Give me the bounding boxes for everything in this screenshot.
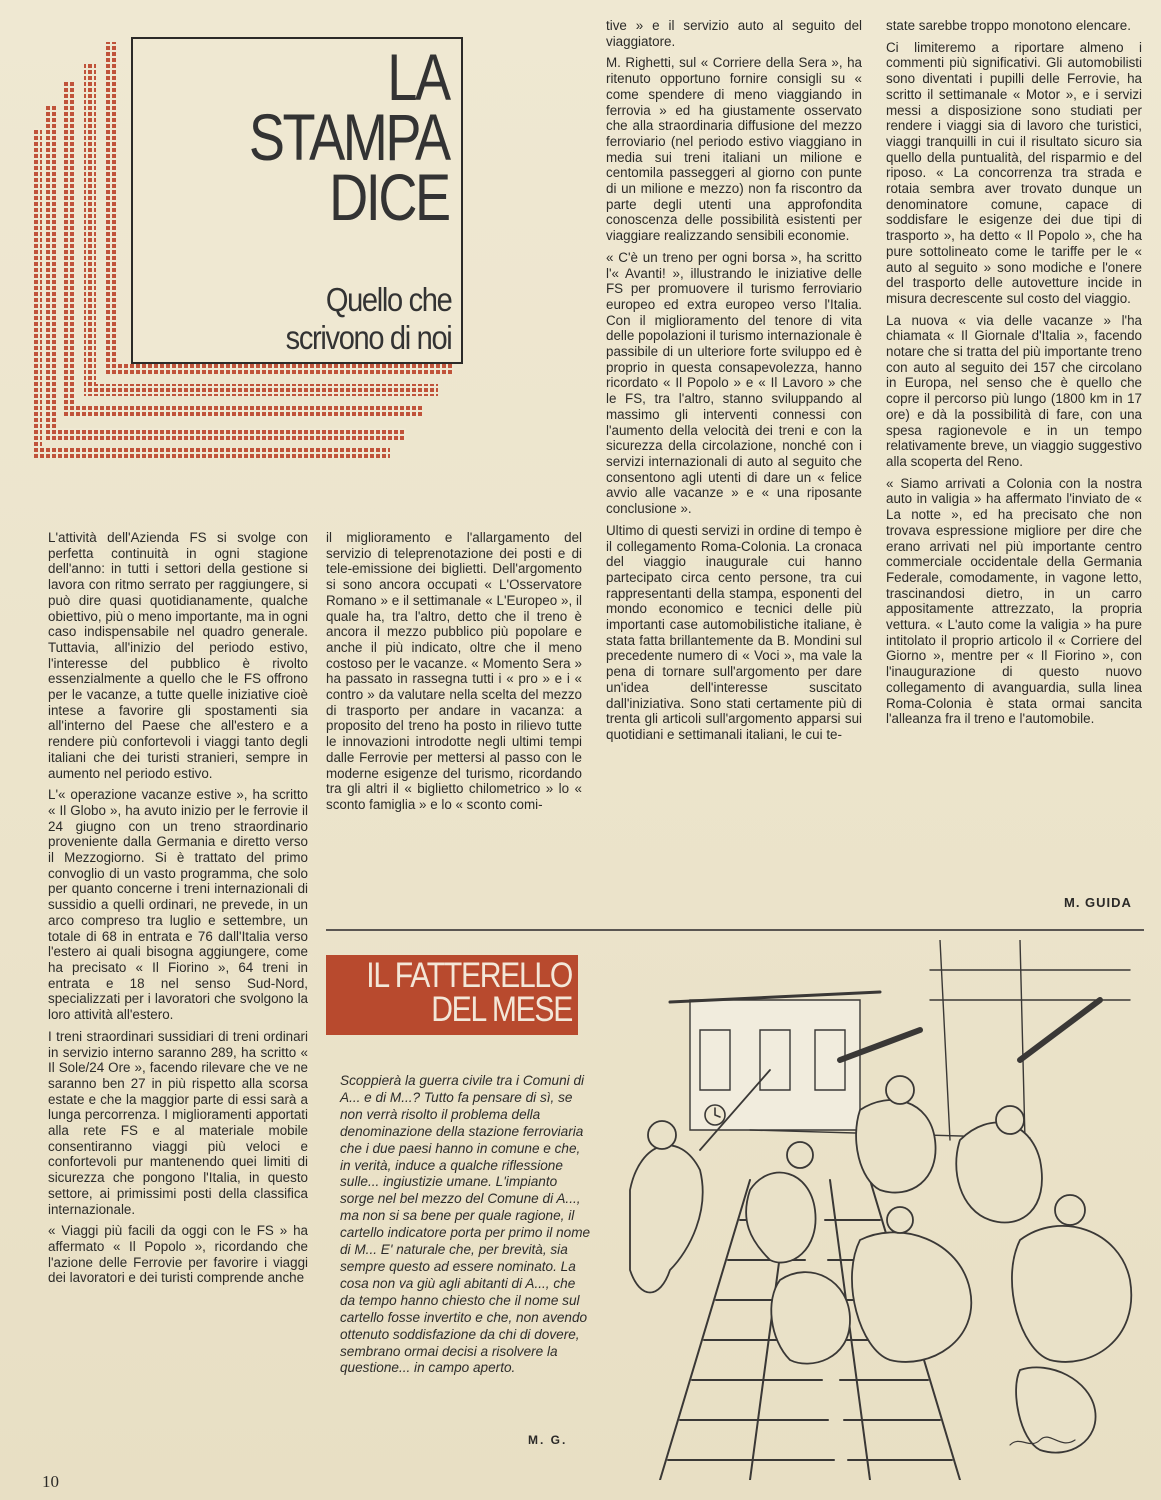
fatterello-text: Scoppierà la guerra civile tra i Comuni di A... e di M...? Tutto fa pensare di sì, se non verrà risolto il problema della denominazione della stazione ferroviaria che i due paesi hanno in comune e che, in verità, induce a qualche riflessione sulle... ingiustizie umane. L'impianto sorge nel bel mezzo del Comune di A..., ma non si sa bene per quale ragione, il cartello indicatore porta per primo il nome di M... E' naturale che, per brevità, sia sempre questo ad essere nominato. La cosa non va giù agli abitanti di A..., che da tempo hanno chiesto che il nome sul cartello fosse invertito e che, non avendo ottenuto soddisfazione da chi di dovere, sembrano ormai decisi a risolvere la questione... in campo aperto. — [340, 1073, 591, 1376]
section-subtitle — [285, 281, 451, 357]
fatterello-title-line-2: DEL MESE — [431, 990, 572, 1029]
author-signature: M. GUIDA — [1064, 895, 1132, 910]
paragraph: La nuova « via delle vacanze » l'ha chiamata « Il Giornale d'Italia », facendo notare che si tratta del più importante treno con auto al seguito dei 157 che circolano in Europa, nel senso che è quello che copre il percorso più lungo (1800 km in 17 ore) e dà la possibilità di fare, con una spesa ragionevole e in un tempo relativamente breve, un viaggio suggestivo alla scoperta del Reno. — [886, 312, 1142, 469]
cartoon-illustration — [600, 940, 1144, 1480]
paragraph: Ci limiteremo a riportare almeno i commenti più significativi. Gli automobilisti sono diventati i pupilli delle Ferrovie, ha scritto il settimanale « Motor », e i servizi messi a disposizione sono studiati per rendere i viaggi sia di lavoro che turistici, viaggi tranquilli in cui il risultato sicuro sia quello della puntualità, del risparmio e del riposo. « La concorrenza tra strada e rotaia sembra aver trovato dunque un denominatore comune, capace di soddisfare le esigenze dei due tipi di trasporto », ha detto « Il Popolo », che ha pure sottolineato come le tariffe per le « auto al seguito » sono modiche e l'onere del trasporto delle autovetture incide in misura decrescente sul costo del viaggio. — [886, 39, 1142, 306]
title-line-2: STAMPA — [249, 100, 449, 174]
paragraph: tive » e il servizio auto al seguito del viaggiatore. — [606, 18, 862, 49]
title-line-3: DICE — [329, 160, 449, 234]
paragraph: « C'è un treno per ogni borsa », ha scritto l'« Avanti! », illustrando le iniziative delle FS per promuovere il turismo ferroviario europeo ed extra europeo verso l'Italia. Con il miglioramento del tenore di vita delle popolazioni il turismo internazionale è passibile di un ulteriore forte sviluppo ed è proprio in questa consapevolezza, hanno ricordato « Il Popolo » e « Il Lavoro » che le FS, tra l'altro, stanno sviluppando al massimo gli interventi connessi con l'aumento della velocità dei treni e con la sicurezza della circolazione, nonché con i servizi internazionali di auto al seguito che consentono agli utenti di dare un « felice avvio alle vacanze » e « una riposante conclusione ». — [606, 249, 862, 517]
article-column-2 — [326, 530, 582, 819]
paragraph: il miglioramento e l'allargamento del servizio di teleprenotazione dei posti e di tele-emissione dei biglietti. Dell'argomento si sono ancora occupati « L'Osservatore Romano » e il settimanale « L'Europeo », il quale ha, tra l'altro, detto che il treno è ancora il mezzo pubblico più popolare e anche il più indicato, oltre che il meno costoso per le vacanze. « Momento Sera » ha passato in rassegna tutti i « pro » e i « contro » da valutare nella scelta del mezzo di trasporto per andare in vacanza: a proposito del treno ha posto in rilievo tutte le innovazioni introdotte negli ultimi tempi dalle Ferrovie per mettersi al passo con le moderne esigenze del turismo, ricordando tra gli altri il « biglietto chilometrico » lo « sconto famiglia » e lo « sconto comi- — [326, 530, 582, 812]
article-column-1 — [48, 530, 308, 1292]
article-column-3 — [606, 18, 862, 749]
title-box — [131, 37, 463, 364]
fatterello-title-line-1: IL FATTERELLO — [366, 956, 572, 995]
subtitle-line-2: scrivono di noi — [285, 319, 451, 356]
subtitle-line-1: Quello che — [325, 281, 451, 318]
paragraph: « Viaggi più facili da oggi con le FS » ha affermato « Il Popolo », ricordando che l'azione delle Ferrovie per favorire i viaggi dei lavoratori e dei turisti comprende anche — [48, 1223, 308, 1286]
fatterello-initials: M. G. — [528, 1433, 568, 1447]
paragraph: Ultimo di questi servizi in ordine di tempo è il collegamento Roma-Colonia. La cronaca del viaggio inaugurale cui hanno partecipato circa cento persone, tra cui rappresentanti della stampa, esponenti del mondo economico e tecnici delle più importanti case automobilistiche italiane, è stata fatta brillantemente da B. Mondini sul precedente numero di « Voci », ma vale la pena di tornare sull'argomento per dare un'idea dell'interesse suscitato dall'iniziativa. Sono stati certamente più di trenta gli articoli sull'argomento apparsi sui quotidiani e settimanali italiani, le cui te- — [606, 522, 862, 742]
fatterello-title — [360, 956, 572, 1029]
paragraph: I treni straordinari sussidiari di treni ordinari in servizio interno saranno 289, ha scritto « Il Sole/24 Ore », facendo rilevare che ve ne saranno ben 27 in più rispetto alla scorsa estate e che la maggior parte di essi sarà a lunga percorrenza. I miglioramenti apportati alla rete FS e al materiale mobile consentiranno viaggi più veloci e confortevoli pur mantenendo quei limiti di sicurezza che pongono l'Italia, in questo settore, ai primissimi posti della classifica internazionale. — [48, 1028, 308, 1217]
paragraph: « Siamo arrivati a Colonia con la nostra auto in valigia » ha affermato l'inviato de « La notte », ed ha precisato che non trovava espressione migliore per dire che erano arrivati nel più importante centro commerciale occidentale della Germania Federale, comodamente, in vagone letto, trascinandosi dietro, in un carro appositamente attrezzato, la propria vettura. « L'auto come la valigia » ha pure intitolato il proprio articolo il « Corriere del Giorno », mentre per « Il Fiorino », con l'inaugurazione di questo nuovo collegamento di avanguardia, sulla linea Roma-Colonia è stata ormai sancita l'alleanza fra il treno e l'automobile. — [886, 475, 1142, 727]
title-line-1: LA — [387, 40, 449, 114]
article-column-4 — [886, 18, 1142, 733]
paragraph: M. Righetti, sul « Corriere della Sera », ha ritenuto opportuno fornire consigli su « come spendere di meno viaggiando in ferrovia » ed ha giustamente osservato che alla straordinaria diffusione del mezzo ferroviario (nel periodo estivo viaggiano in media sui treni italiani un milione e centomila passeggeri al giorno con punte di un milione e mezzo) non fa riscontro da parte degli utenti una approfondita conoscenza delle possibilità esistenti per viaggiare realizzando sensibili economie. — [606, 55, 862, 244]
section-title — [249, 40, 449, 234]
section-divider — [326, 929, 1144, 931]
paragraph: state sarebbe troppo monotono elencare. — [886, 18, 1131, 33]
paragraph: L'attività dell'Azienda FS si svolge con perfetta continuità in ogni stagione dell'anno: in tutti i settori della gestione si lavora con ritmo serrato per raggiungere, si può dire quasi quotidianamente, qualche obiettivo, più o meno importante, ma in ogni caso indispensabile nel quadro generale. Tuttavia, all'inizio del periodo estivo, l'interesse del pubblico è rivolto essenzialmente a quello che le FS offrono per le vacanze, a tutte quelle iniziative cioè intese a favorire gli spostamenti sia all'interno del Paese che all'estero e a rendere più confortevoli i viaggi tanto degli italiani che dei turisti stranieri, sempre in aumento nel periodo estivo. — [48, 530, 308, 781]
fatterello-title-box — [326, 955, 578, 1035]
page-number: 10 — [42, 1472, 59, 1491]
paragraph: L'« operazione vacanze estive », ha scritto « Il Globo », ha avuto inizio per le ferrovie il 24 giugno con un treno straordinario proveniente dalla Germania e diretto verso il Mezzogiorno. Si è trattato del primo convoglio di un vasto programma, che solo per quanto concerne i treni internazionali di sussidio a quelli ordinari, ne prevede, in un arco compreso tra luglio e settembre, un totale di 68 in entrata e 76 dall'Italia verso l'estero ai quali bisogna aggiungere, come ha precisato « Il Fiorino », 64 treni in entrata e 18 nel senso Sud-Nord, specializzati per i lavoratori che svolgono la loro attività all'estero. — [48, 787, 308, 1023]
